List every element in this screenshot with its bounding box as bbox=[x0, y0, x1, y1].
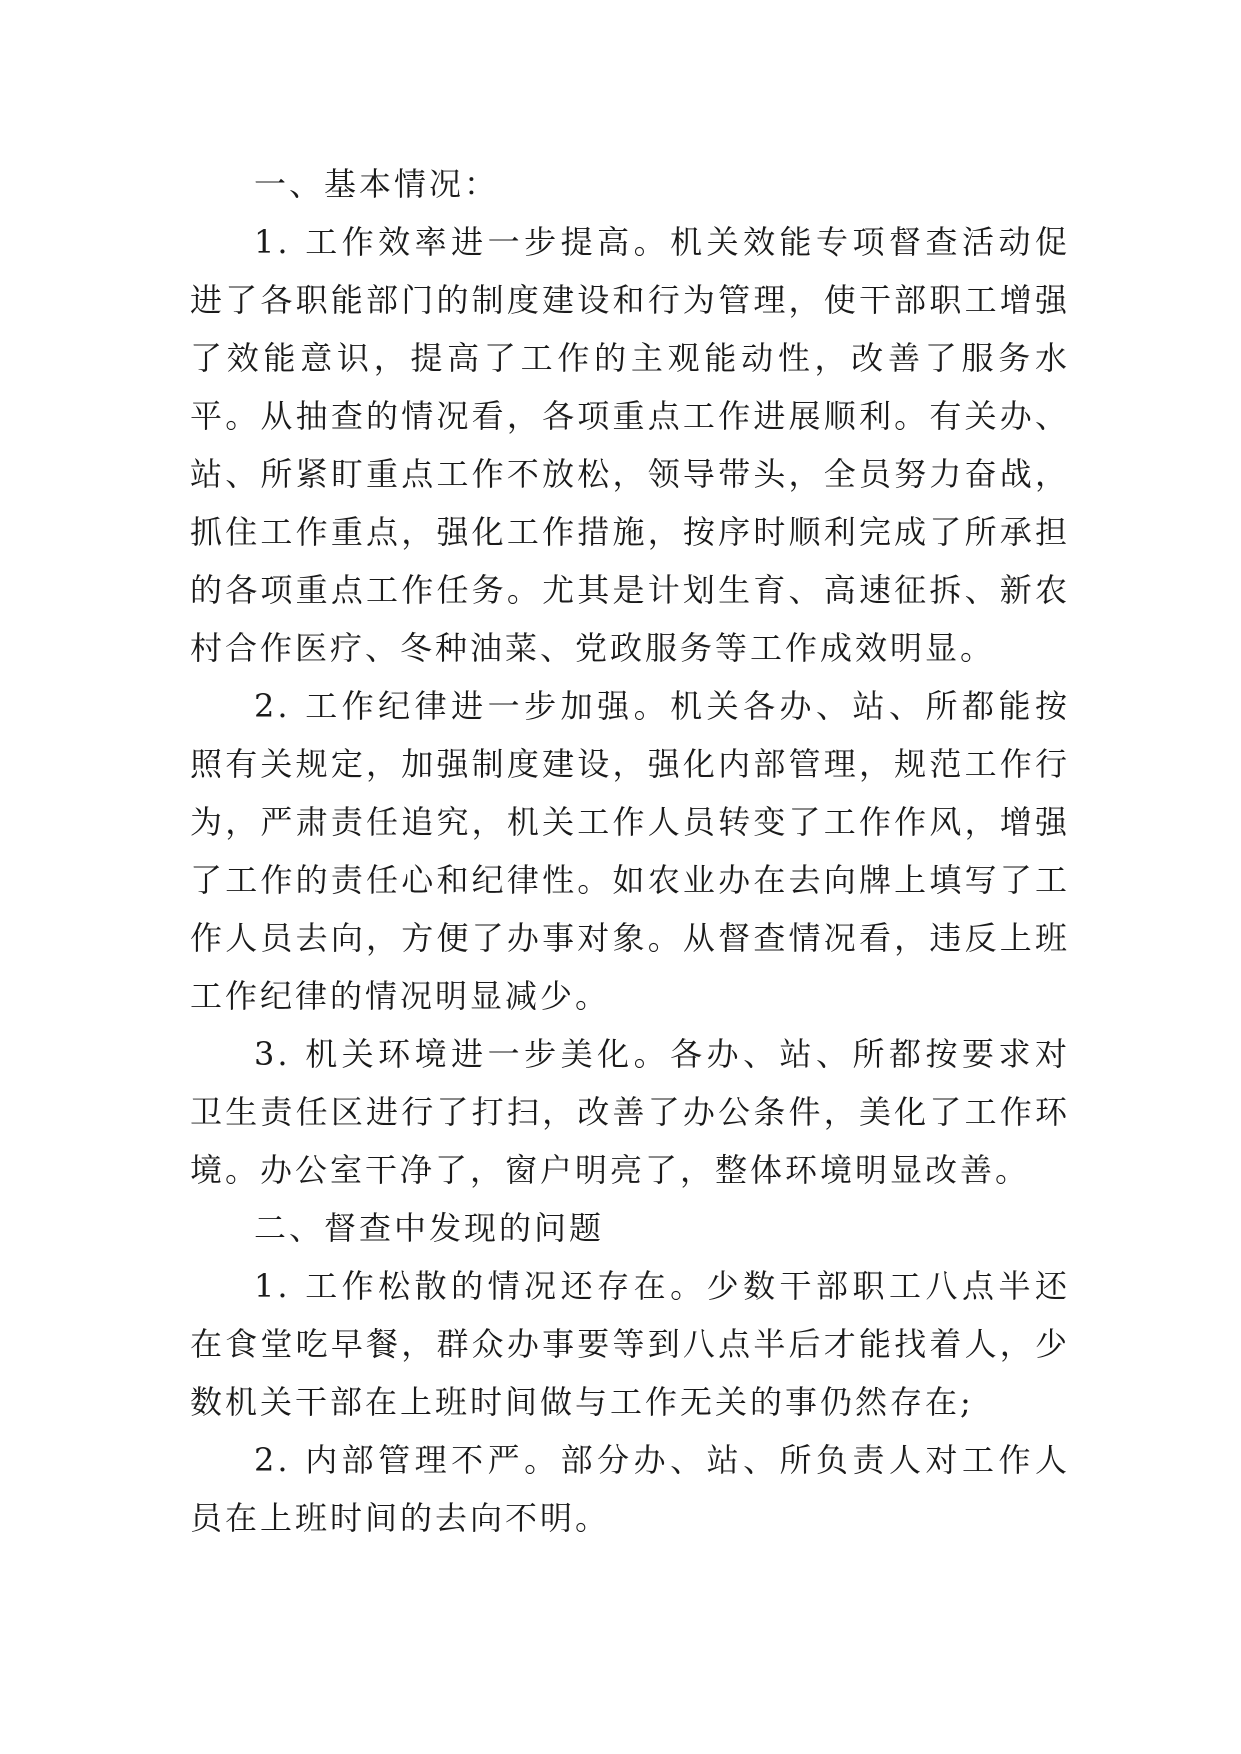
section-heading-basic-situation: 一、基本情况： bbox=[254, 165, 500, 203]
paragraph-loose-work: 1. 工作松散的情况还存在。少数干部职工八点半还在食堂吃早餐，群众办事要等到八点半后才能找着人，少数机关干部在上班时间做与工作无关的事仍然存在; bbox=[190, 1267, 1070, 1421]
paragraph-office-environment: 3. 机关环境进一步美化。各办、站、所都按要求对卫生责任区进行了打扫，改善了办公条件，美化了工作环境。办公室干净了，窗户明亮了，整体环境明显改善。 bbox=[190, 1035, 1070, 1189]
paragraph-work-efficiency: 1. 工作效率进一步提高。机关效能专项督查活动促进了各职能部门的制度建设和行为管理，使干部职工增强了效能意识，提高了工作的主观能动性，改善了服务水平。从抽查的情况看，各项重点工作进展顺利。有关办、站、所紧盯重点工作不放松，领导带头，全员努力奋战，抓住工作重点，强化工作措施，按序时顺利完成了所承担的各项重点工作任务。尤其是计划生育、高速征拆、新农村合作医疗、冬种油菜、党政服务等工作成效明显。 bbox=[190, 223, 1070, 667]
section-heading-problems-found: 二、督查中发现的问题 bbox=[254, 1209, 605, 1247]
document-body bbox=[190, 155, 1070, 1547]
paragraph-work-discipline: 2. 工作纪律进一步加强。机关各办、站、所都能按照有关规定，加强制度建设，强化内部管理，规范工作行为，严肃责任追究，机关工作人员转变了工作作风，增强了工作的责任心和纪律性。如农业办在去向牌上填写了工作人员去向，方便了办事对象。从督查情况看，违反上班工作纪律的情况明显减少。 bbox=[190, 687, 1070, 1015]
paragraph-internal-management: 2. 内部管理不严。部分办、站、所负责人对工作人员在上班时间的去向不明。 bbox=[190, 1441, 1070, 1537]
